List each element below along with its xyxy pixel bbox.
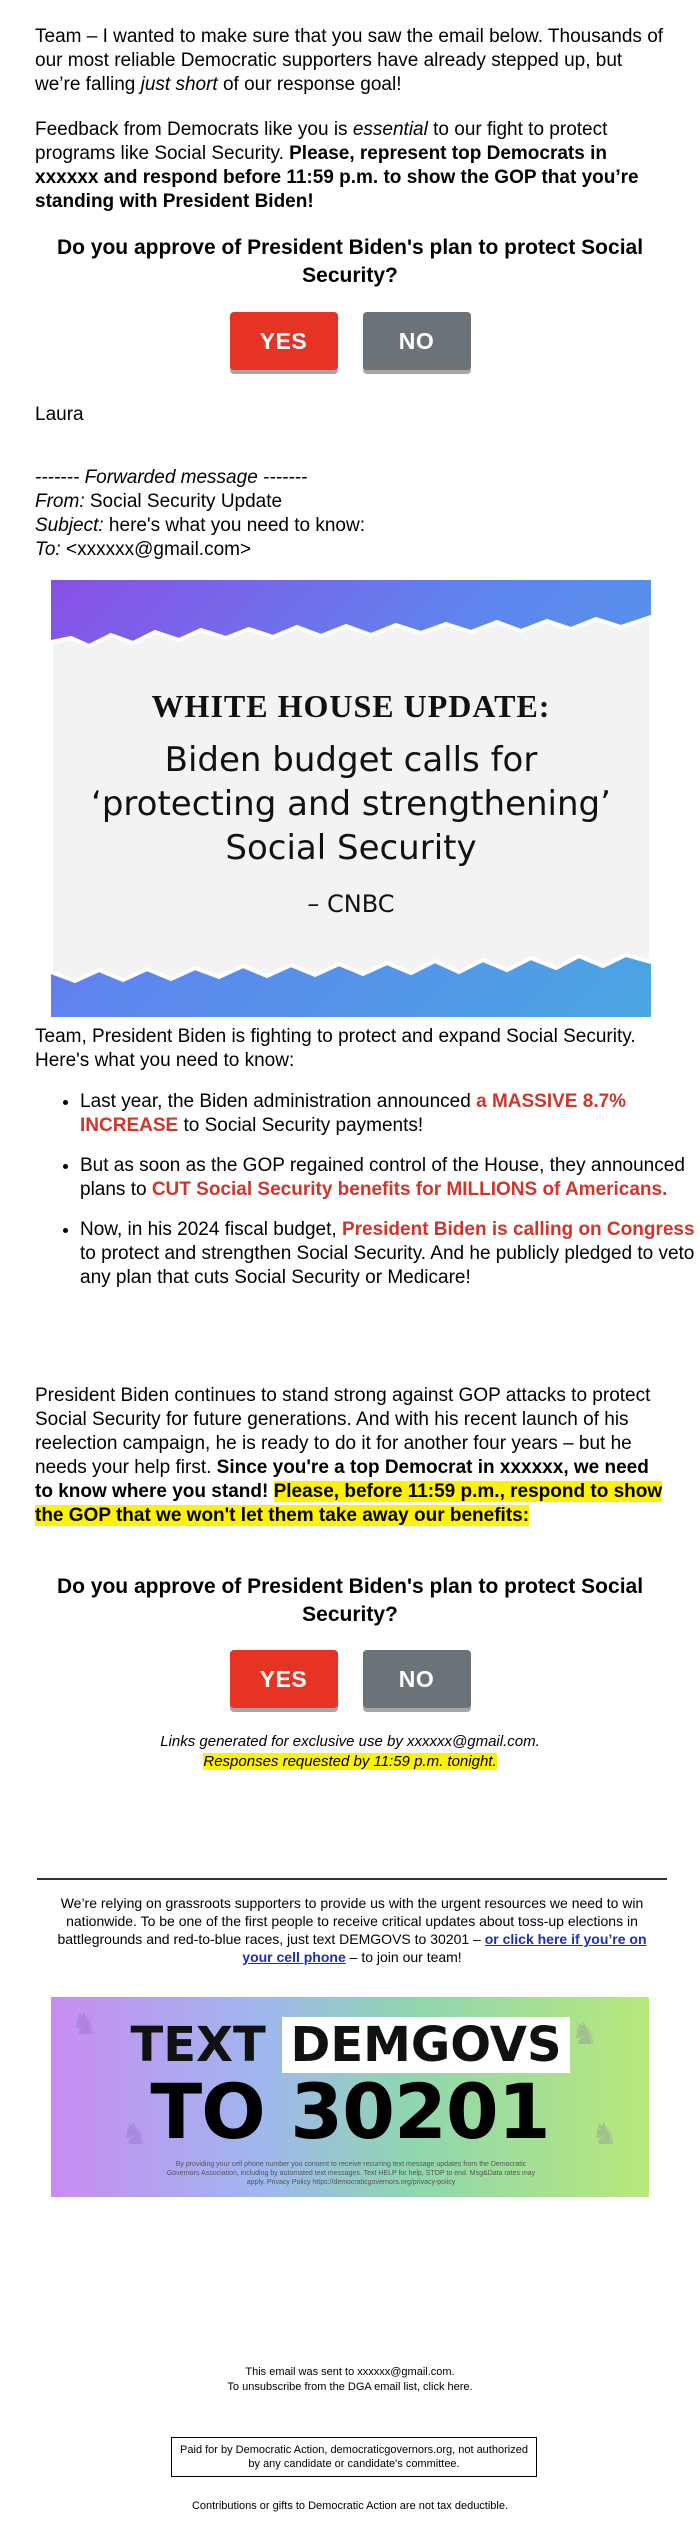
banner-line-2: ‘protecting and strengthening’: [91, 784, 611, 824]
fact-text-end: to protect and strengthen Social Security. And he publicly pledged to veto any plan that cuts Social Security or Medicare!: [80, 1243, 695, 1288]
sent-to-text: This email was sent to xxxxxx@gmail.com.: [245, 2366, 455, 2378]
closing-text: President Biden continues to stand strong against GOP attacks to protect Social Security for future generations. And with his recent launch of his reelection campaign, he is ready to do it for another four years – but he needs your help first.: [35, 1385, 651, 1478]
text-signup-banner[interactable]: [51, 1997, 649, 2197]
team-intro: Team, President Biden is fighting to protect and expand Social Security. Here's what you need to know:: [35, 1026, 636, 1071]
to-value: <xxxxxx@gmail.com>: [60, 539, 252, 560]
fact-highlight: CUT Social Security benefits for MILLIONS of Americans.: [151, 1179, 668, 1200]
intro-emphasis: just short: [140, 74, 218, 95]
subject-value: here's what you need to know:: [103, 515, 365, 536]
banner-line-1: Biden budget calls for: [164, 740, 538, 780]
keyword-chip: DEMGOVS: [282, 2017, 569, 2073]
yes-button-bottom[interactable]: YES: [230, 1650, 338, 1708]
fact-item: [80, 1218, 700, 1290]
poll-buttons-bottom: [35, 1650, 665, 1708]
grassroots-paragraph: [49, 1894, 655, 1966]
paid-for-box: Paid for by Democratic Action, democraticgovernors.org, not authorized by any candidate or candidate's committee.: [171, 2437, 537, 2477]
mobile-signup-link[interactable]: or click here if you’re on your cell phone: [242, 1931, 647, 1965]
closing-bold: Since you're a top Democrat in xxxxxx, we need to know where you stand!: [35, 1457, 649, 1502]
fact-list: [35, 1090, 700, 1306]
banner-line-3: Social Security: [225, 828, 477, 868]
intro-text-end: of our response goal!: [217, 74, 402, 95]
fact-text: Now, in his 2024 fiscal budget,: [80, 1219, 342, 1240]
tax-notice: Contributions or gifts to Democratic Action are not tax deductible.: [191, 2500, 509, 2512]
forwarded-header: [35, 466, 365, 562]
donkey-icon: ♞: [121, 2118, 148, 2151]
white-house-update-banner[interactable]: [51, 580, 651, 1017]
fact-text: Last year, the Biden administration announced: [80, 1091, 477, 1112]
to-label: To:: [35, 539, 61, 560]
shortcode-line: TO 30201: [150, 2067, 550, 2156]
yes-button-top[interactable]: YES: [230, 312, 338, 370]
fact-item: [80, 1154, 700, 1202]
banner-source: – CNBC: [307, 890, 395, 918]
banner-title: WHITE HOUSE UPDATE:: [151, 688, 551, 724]
from-value: Social Security Update: [84, 491, 283, 512]
donkey-icon: ♞: [71, 2008, 98, 2041]
intro-paragraph: [35, 25, 665, 97]
banner-headline: [51, 738, 651, 870]
forwarded-line: ------- Forwarded message -------: [35, 467, 308, 488]
footer-recipient: [35, 2365, 665, 2395]
feedback-call-to-action: Please, represent top Democrats in xxxxxx and respond before 11:59 p.m. to show the GOP that you’re standing with President Biden!: [35, 143, 639, 212]
links-disclaimer: [35, 1732, 665, 1772]
closing-highlight: Please, before 11:59 p.m., respond to show the GOP that we won't let them take away our benefits:: [35, 1481, 663, 1526]
signer-name: Laura: [35, 404, 84, 425]
text-word: TEXT: [130, 2017, 266, 2073]
donkey-icon: ♞: [571, 2018, 598, 2051]
deadline-highlight: Responses requested by 11:59 p.m. tonight.: [203, 1753, 497, 1770]
text-keyword-line: [51, 2017, 649, 2073]
feedback-emphasis: essential: [352, 119, 428, 140]
poll-buttons-top: [35, 312, 665, 370]
no-button-bottom[interactable]: NO: [363, 1650, 471, 1708]
fact-text: But as soon as the GOP regained control of the House, they announced plans to: [80, 1155, 685, 1200]
subject-label: Subject:: [35, 515, 104, 536]
divider: [37, 1878, 667, 1880]
sms-fine-print: By providing your cell phone number you consent to receive recurring text message updates from the Democratic Governors Association, including by automated text messages. Text HELP for help, STOP to end. Msg&Data rates may apply. Privacy Policy https://democraticgovernors.org/privacy-policy: [166, 2161, 536, 2186]
grassroots-text: We’re relying on grassroots supporters to provide us with the urgent resources we need to win nationwide. To be one of the first people to receive critical updates about toss-up elections in battlegrounds and red-to-blue races, just text DEMGOVS to 30201 –: [57, 1895, 644, 1947]
fact-text-end: to Social Security payments!: [178, 1115, 424, 1136]
feedback-paragraph: [35, 118, 665, 214]
poll-question-bottom: Do you approve of President Biden's plan to protect Social Security?: [56, 1575, 644, 1626]
unsubscribe-link[interactable]: To unsubscribe from the DGA email list, click here.: [227, 2381, 473, 2393]
disclaimer-line-1: Links generated for exclusive use by xxxxxx@gmail.com.: [160, 1733, 540, 1750]
fact-highlight: President Biden is calling on Congress: [341, 1219, 695, 1240]
grassroots-text-end: – to join our team!: [345, 1949, 462, 1965]
fact-item: [80, 1090, 700, 1138]
feedback-text-mid: to our fight to protect programs like Social Security.: [35, 119, 608, 164]
closing-paragraph: [35, 1384, 665, 1528]
intro-text: Team – I wanted to make sure that you saw the email below. Thousands of our most reliable Democratic supporters have already stepped up, but we’re falling: [35, 26, 664, 95]
no-button-top[interactable]: NO: [363, 312, 471, 370]
donkey-icon: ♞: [591, 2118, 618, 2151]
feedback-text: Feedback from Democrats like you is: [35, 119, 353, 140]
fact-highlight: a MASSIVE 8.7% INCREASE: [80, 1091, 627, 1136]
poll-question-top: Do you approve of President Biden's plan to protect Social Security?: [56, 236, 644, 287]
from-label: From:: [35, 491, 85, 512]
